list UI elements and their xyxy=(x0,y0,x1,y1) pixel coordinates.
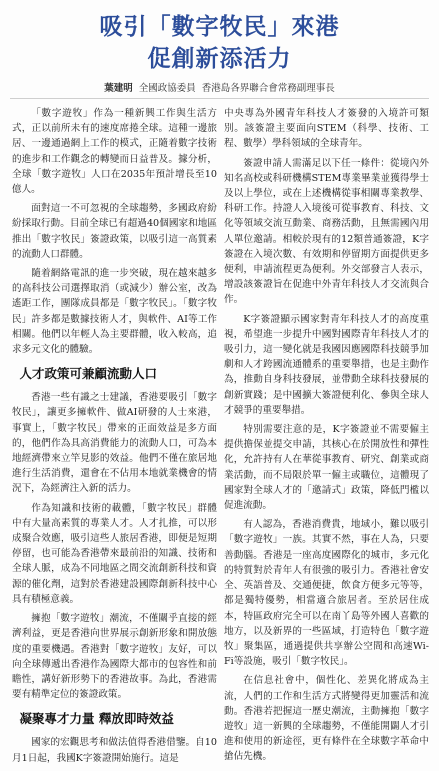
paragraph: 在信息社會中，個性化、差異化將成為主流，人們的工作和生活方式將變得更加靈活和流動。香港若把握這一歷史潮流，主動擁抱「數字遊牧」這一新興的全球趨勢，不僅能開闢人才引進和使用的新途徑，更有條件在全球數字革命中搶佔先機。 xyxy=(224,675,429,763)
section-heading: 凝聚專才力量 釋放即時效益 xyxy=(19,711,174,727)
paragraph: 有人認為，香港消費貴，地域小，難以吸引「數字遊牧」一族。其實不然，事在人為，只要善動腦。香港是一座高度國際化的城市，多元化的特質對於青年人有很強的吸引力。香港社會安全、英語普及、交通便捷，飲食方便多元等等，都是獨特優勢，相當適合旅居者。至於居住成本，特區政府完全可以在南丫島等外國人喜歡的地方，以及新界的一些區域，打造特色「數字遊牧」聚集區，通過提供共享辦公空間和高速Wi-Fi等設施，吸引「數字牧民」。 xyxy=(224,519,429,668)
author-name: 葉建明 xyxy=(104,83,133,94)
paragraph: 面對這一不可忽視的全球趨勢，多國政府紛紛採取行動。目前全球已有超過40個國家和地區推出「數字牧民」簽證政策，以吸引這一高質素的流動人口群體。 xyxy=(12,203,217,260)
headline-line-1: 吸引「數字牧民」來港 xyxy=(99,14,340,40)
headline-line-2: 促創新添活力 xyxy=(147,46,292,72)
paragraph: 國家的宏觀思考和做法值得香港借鑒。自10月1日起，我國K字簽證開始施行。這是 xyxy=(12,737,217,764)
article-column-left xyxy=(12,106,217,766)
paragraph: 作為知識和技術的載體，「數字牧民」群體中有大量高素質的專業人才。人才扎推，可以形成聚合效應，吸引這些人旅居香港，即便是短期停留，也可能為香港帶來最前沿的知識、技術和全球人脈，成為不同地區之間交流創新科技和資源的催化劑，這對於香港建設國際創新科技中心具有積極意義。 xyxy=(12,502,217,605)
paragraph: 特別需要注意的是，K字簽證並不需要僱主提供擔保並提交申請，其核心在於開放性和彈性化，允許持有人在華從事教育、研究、創業或商業活動，而不局限於單一僱主或職位，這體現了國家對全球人才的「邀請式」政策，降低門檻以促進流動。 xyxy=(224,424,429,512)
article-column-right xyxy=(224,106,429,766)
paragraph: 隨着網絡電訊的進一步突破，現在越來越多的高科技公司選擇取消（或減少）辦公室，改為遙距工作，團隊成員都是「數字牧民」。「數字牧民」許多都是數據技術人才，與軟件、AI等工作相關。他們以年輕人為主要群體，收入較高，追求多元文化的體驗。 xyxy=(12,268,217,356)
paragraph: 擁抱「數字遊牧」潮流，不僅關乎直接的經濟利益，更是香港向世界展示創新形象和開放態度的重要機遇。香港對「數字遊牧」友好，可以向全球傳遞出香港作為國際大都市的包容性和前瞻性，講好新形勢下的香港故事。為此，香港需要有精準定位的簽證政策。 xyxy=(12,613,217,701)
section-heading: 人才政策可兼顧流動人口 xyxy=(19,366,158,382)
byline xyxy=(0,80,439,94)
paragraph: 「數字遊牧」作為一種新興工作與生活方式，正以前所未有的速度席捲全球。這種一邊旅居、一邊通過網上工作的模式，正隨着數字技術的進步和工作觀念的轉變而日益普及。據分析，全球「數字遊牧」人口在2035年預計增長至10億人。 xyxy=(12,108,217,196)
divider xyxy=(10,98,429,99)
author-organization: 香港島各界聯合會常務副理事長 xyxy=(201,83,335,94)
paragraph: 香港一些有識之士建議，香港要吸引「數字牧民」，讓更多擁軟件、做AI研發的人士來港，事實上，「數字牧民」帶來的正面效益是多方面的，他們作為具高消費能力的流動人口，可為本地經濟帶來立竿見影的效益。他們不僅在旅居地進行生活消費，還會在不佔用本地就業機會的情況下，為經濟注入新的活力。 xyxy=(12,392,217,495)
paragraph: 中央專為外國青年科技人才簽發的入境許可類別。該簽證主要面向STEM（科學、技術、工程、數學）學科領域的全球青年。 xyxy=(224,108,429,150)
author-role: 全國政協委員 xyxy=(138,83,196,94)
paragraph: 簽證申請人需滿足以下任一條件：從境內外知名高校或科研機構STEM專業畢業並獲得學士及以上學位，或在上述機構從事相關專業教學、科研工作。持證人入境後可從事教育、科技、文化等領域交流互動業、商務活動，且無需國內用人單位邀請。相較於現有的12類普通簽證，K字簽證在入境次數、有效期和停留期方面提供更多便利，申請流程更為便利。外交部發言人表示，增設該簽證旨在促進中外青年科技人才交流與合作。 xyxy=(224,157,429,306)
paragraph: K字簽證顯示國家對青年科技人才的高度重視，希望進一步提升中國對國際青年科技人才的吸引力，這一變化就是我國因應國際科技競爭加劇和人才跨國流通體系的重要舉措，也是主動作為，推動自身科技發展，並帶動全球科技發展的創新實踐；是中國擴大簽證便利化、參與全球人才競爭的重要舉措。 xyxy=(224,313,429,416)
